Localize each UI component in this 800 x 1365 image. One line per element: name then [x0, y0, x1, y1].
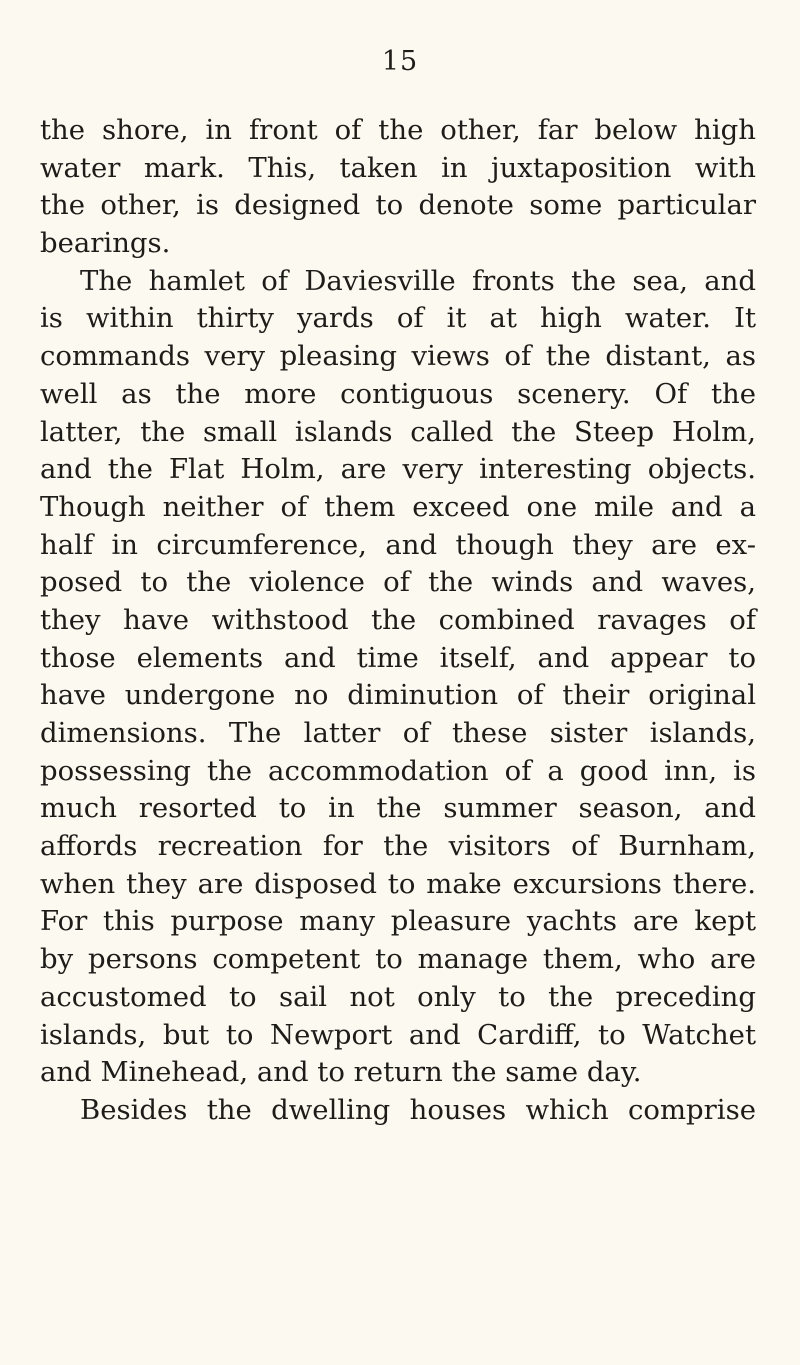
text-line: and the Flat Holm, are very interesting objects.	[40, 453, 756, 486]
text-line: commands very pleasing views of the distant, as	[40, 340, 756, 373]
text-line: by persons competent to manage them, who are	[40, 943, 756, 976]
text-line: accustomed to sail not only to the preceding	[40, 980, 756, 1013]
text-line: Besides the dwelling houses which comprise	[80, 1093, 756, 1126]
page-number: 15	[381, 46, 419, 77]
text-line: islands, but to Newport and Cardiff, to Watchet	[40, 1018, 756, 1051]
text-line: Though neither of them exceed one mile and a	[40, 490, 756, 523]
text-line: and Minehead, and to return the same day.	[40, 1056, 642, 1089]
text-line: dimensions. The latter of these sister islands,	[40, 717, 756, 749]
text-line: well as the more contiguous scenery. Of the	[40, 377, 756, 410]
text-line: bearings.	[40, 227, 171, 260]
text-line: half in circumference, and though they are ex-	[40, 528, 756, 561]
text-line: when they are disposed to make excursions there.	[40, 867, 756, 900]
text-line: For this purpose many pleasure yachts are kept	[40, 905, 756, 938]
text-line: they have withstood the combined ravages of	[40, 603, 756, 636]
text-line: affords recreation for the visitors of Burnham,	[40, 830, 756, 863]
text-line: latter, the small islands called the Steep Holm,	[40, 415, 756, 448]
text-line: those elements and time itself, and appear to	[40, 641, 756, 674]
text-line: much resorted to in the summer season, and	[40, 792, 756, 825]
text-line: posed to the violence of the winds and waves,	[40, 566, 756, 599]
text-line: possessing the accommodation of a good inn, is	[40, 754, 756, 787]
text-line: The hamlet of Daviesville fronts the sea, and	[80, 264, 756, 297]
text-line: is within thirty yards of it at high water. It	[40, 302, 756, 335]
text-line: the shore, in front of the other, far below high	[40, 114, 756, 146]
text-line: the other, is designed to denote some particular	[40, 189, 756, 222]
text-line: water mark. This, taken in juxtaposition with	[40, 151, 756, 184]
body-text	[40, 112, 756, 1130]
text-line: have undergone no diminution of their original	[40, 679, 756, 712]
